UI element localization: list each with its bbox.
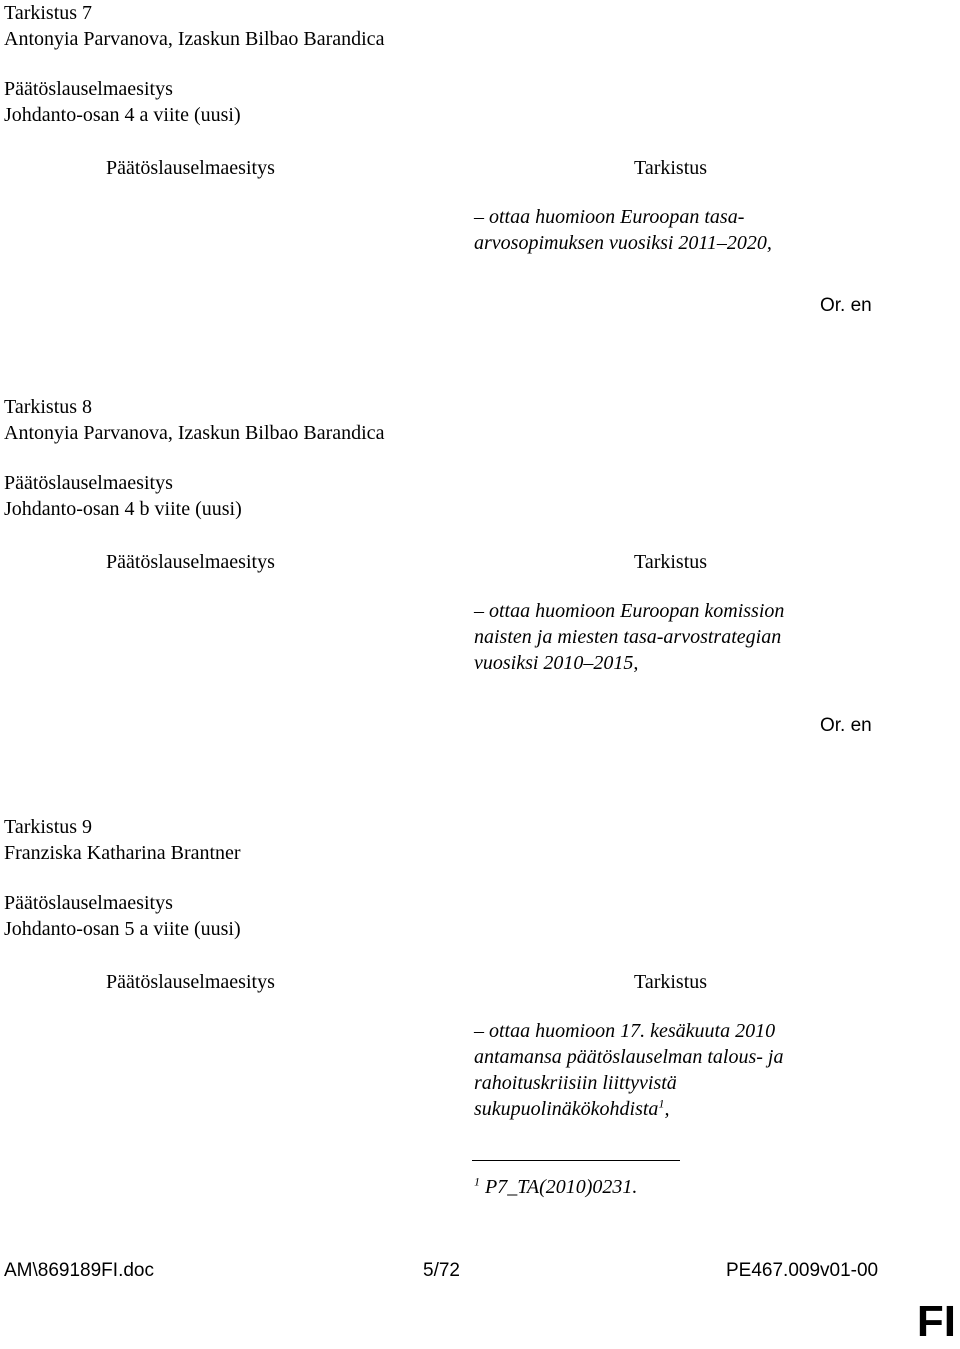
column-header-right: Tarkistus bbox=[634, 971, 708, 993]
amendment-authors: Antonyia Parvanova, Izaskun Bilbao Barandica bbox=[4, 28, 385, 50]
amendment-title: Tarkistus 9 bbox=[4, 816, 93, 838]
footnote-marker: 1 bbox=[474, 1174, 480, 1189]
reference: Johdanto-osan 4 a viite (uusi) bbox=[4, 104, 241, 126]
reference: Johdanto-osan 5 a viite (uusi) bbox=[4, 918, 241, 940]
footnote-separator bbox=[472, 1160, 680, 1161]
amendment-text-line-last bbox=[474, 1096, 669, 1122]
amendment-text-line: vuosiksi 2010–2015, bbox=[474, 652, 639, 674]
column-header-right: Tarkistus bbox=[634, 551, 708, 573]
amendment-title: Tarkistus 7 bbox=[4, 2, 93, 24]
amendment-title: Tarkistus 8 bbox=[4, 396, 93, 418]
amendment-authors: Antonyia Parvanova, Izaskun Bilbao Barandica bbox=[4, 422, 385, 444]
footer-pe-ref: PE467.009v01-00 bbox=[726, 1260, 879, 1281]
footer-page-number: 5/72 bbox=[423, 1260, 460, 1281]
amendment-text-line: rahoituskriisiin liittyvistä bbox=[474, 1072, 677, 1094]
column-header-left: Päätöslauselmaesitys bbox=[106, 551, 275, 573]
footnote bbox=[474, 1174, 637, 1200]
doc-type: Päätöslauselmaesitys bbox=[4, 472, 173, 494]
doc-type: Päätöslauselmaesitys bbox=[4, 892, 173, 914]
amendment-text-line: antamansa päätöslauselman talous- ja bbox=[474, 1046, 784, 1068]
doc-type: Päätöslauselmaesitys bbox=[4, 78, 173, 100]
amendment-text-line: sukupuolinäkökohdista bbox=[474, 1098, 659, 1120]
column-header-left: Päätöslauselmaesitys bbox=[106, 971, 275, 993]
footer-doc-ref: AM\869189FI.doc bbox=[4, 1260, 154, 1281]
column-header-right: Tarkistus bbox=[634, 157, 708, 179]
amendment-text-line: – ottaa huomioon Euroopan komission bbox=[474, 600, 785, 622]
reference: Johdanto-osan 4 b viite (uusi) bbox=[4, 498, 242, 520]
footnote-reference[interactable]: 1 bbox=[658, 1096, 665, 1111]
column-header-left: Päätöslauselmaesitys bbox=[106, 157, 275, 179]
amendment-authors: Franziska Katharina Brantner bbox=[4, 842, 241, 864]
amendment-text-line: – ottaa huomioon 17. kesäkuuta 2010 bbox=[474, 1020, 776, 1042]
amendment-text-line: arvosopimuksen vuosiksi 2011–2020, bbox=[474, 232, 772, 254]
language-code: FI bbox=[916, 1297, 956, 1346]
amendment-text-tail: , bbox=[664, 1098, 670, 1120]
footnote-text: P7_TA(2010)0231. bbox=[485, 1176, 638, 1198]
amendment-text-line: – ottaa huomioon Euroopan tasa- bbox=[474, 206, 745, 228]
original-language: Or. en bbox=[820, 715, 872, 736]
original-language: Or. en bbox=[820, 295, 872, 316]
amendment-text-line: naisten ja miesten tasa-arvostrategian bbox=[474, 626, 782, 648]
